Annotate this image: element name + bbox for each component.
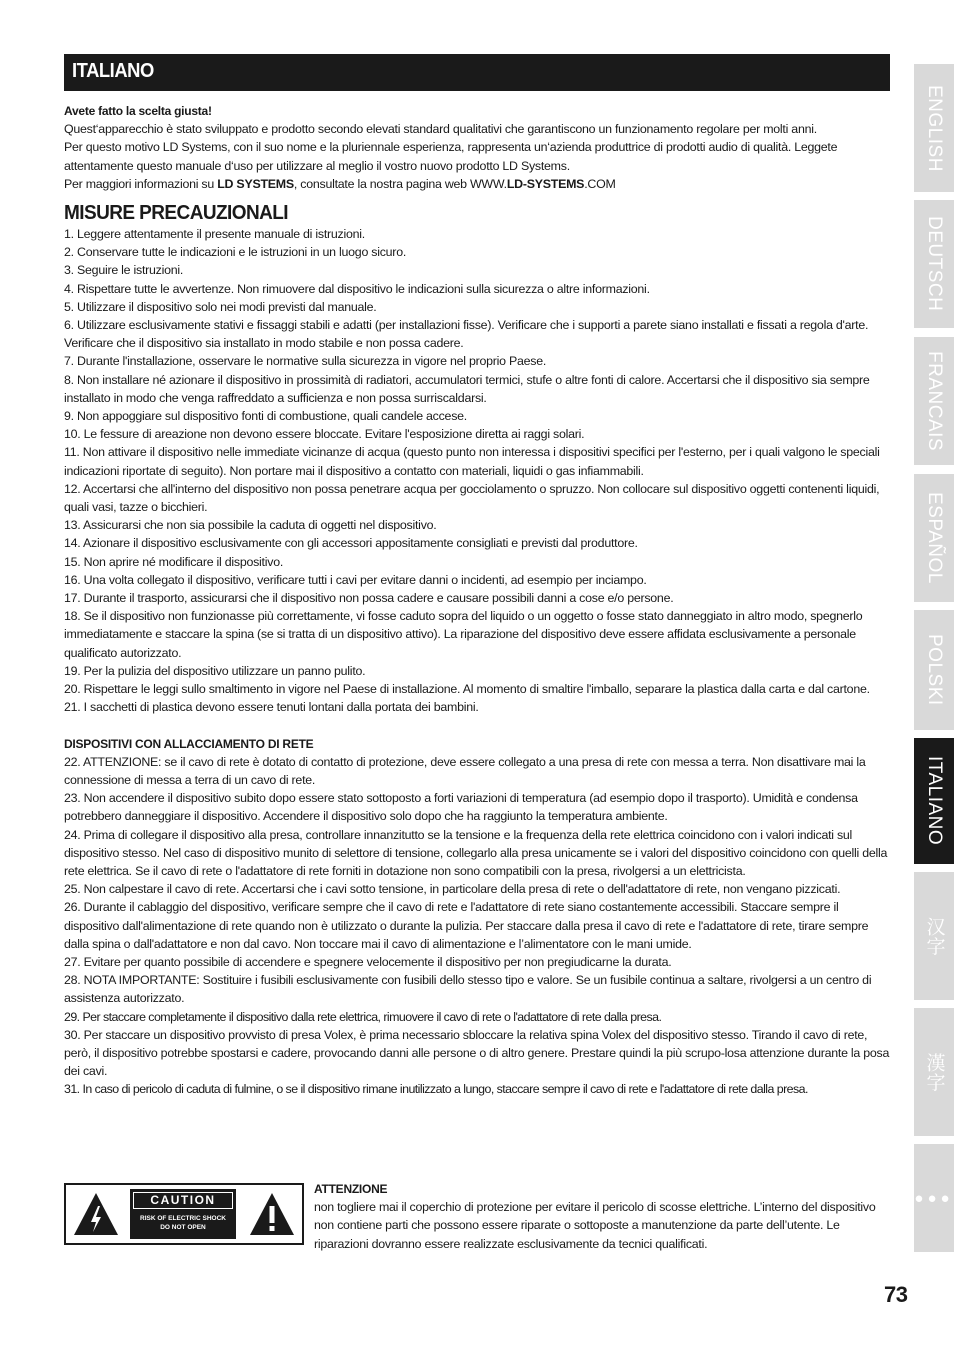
precaution-item: 21. I sacchetti di plastica devono essere tenuti lontani dalla portata dei bambini.	[64, 700, 479, 715]
precaution-item: 5. Utilizzare il dispositivo solo nei modi previsti dal manuale.	[64, 299, 377, 314]
mains-safety-item: 31. In caso di pericolo di caduta di fulmine, o se il dispositivo rimane inutilizzato a lungo, staccare sempre il cavo di rete e l'adattatore di rete dalla presa.	[64, 1082, 808, 1097]
intro-paragraph-2: Per questo motivo LD Systems, con il suo nome e la pluriennale esperienza, rappresenta un‘azienda produttrice di prodotti audio di qualità. Leggete attentamente questo manuale d‘uso per utilizzare al meglio il vostro nuovo prodotto LD Systems.	[64, 140, 838, 173]
precaution-item: 15. Non aprire né modificare il dispositivo.	[64, 554, 284, 569]
precaution-item: 18. Se il dispositivo non funzionasse più correttamente, vi fosse caduto sopra del liquido o un oggetto o fosse stato danneggiato in altro modo, spegnerlo immediatamente e staccare la spina (se si tratta di un dispositivo attivo). La riparazione del dispositivo deve essere affidata esclusivamente a personale qualificato autorizzato.	[64, 609, 863, 660]
precaution-item: 7. Durante l'installazione, osservare le normative sulla sicurezza in vigore nel proprio Paese.	[64, 354, 547, 369]
page-number: 73	[884, 1282, 908, 1307]
language-tab-2[interactable]	[914, 200, 954, 328]
mains-safety-item: 30. Per staccare un dispositivo provvisto di presa Volex, è prima necessario sbloccare la relativa spina Volex del dispositivo stesso. Tirando il cavo di rete, però, il dispositivo potrebbe spostarsi e cadere, provocando danni alle persone o di altro genere. Prestare quindi la più scrupo-losa attenzione durante la posa dei cavi.	[64, 1027, 890, 1079]
precaution-item: 16. Una volta collegato il dispositivo, verificare tutti i cavi per evitare danni o incidenti, ad esempio per inciampo.	[64, 572, 647, 587]
intro-text: , consultate la nostra pagina web WWW.	[293, 176, 507, 191]
intro-paragraph-3	[64, 175, 890, 193]
language-tab-5[interactable]	[914, 610, 954, 730]
language-tab-label: DEUTSCH	[924, 216, 945, 312]
precaution-item: 8. Non installare né azionare il dispositivo in prossimità di radiatori, accumulatori termici, stufe o altre fonti di calore. Accertarsi che il dispositivo sia sempre installato in modo che venga raffreddato a sufficienza e non possa surriscaldarsi.	[64, 372, 870, 405]
intro-text: Per maggiori informazioni su	[64, 176, 218, 191]
language-tab-7[interactable]	[914, 872, 954, 1000]
precaution-item: 20. Rispettare le leggi sullo smaltimento in vigore nel Paese di installazione. Al momento di smaltire l'imballo, separare la plastica dalla carta e dal cartone.	[64, 682, 870, 697]
precaution-item: 11. Non attivare il dispositivo nelle immediate vicinanze di acqua (questo punto non interessa i dispositivi specifici per l'esterno, per i quali valgono le speciali indicazioni riportate di seguito). Non portare mai il dispositivo a contatto con materiali, liquidi o gas infiammabili.	[64, 445, 880, 478]
mains-safety-item: 26. Durante il cablaggio del dispositivo, verificare sempre che il cavo di rete e l'adattatore di rete siano costantemente accessibili. Staccare sempre il dispositivo dall'alimentazione di rete quando non è utilizzato o durante la pulizia. Per staccare dalla presa il cavo di rete e l'adattatore di rete, tirare sempre dalla spina o dall'adattatore e non dal cavo. Non toccare mai il cavo di alimentazione e l’alimentatore con le mani umide.	[64, 900, 869, 951]
section-header-bar	[64, 54, 890, 91]
precaution-item: 4. Rispettare tutte le avvertenze. Non rimuovere dal dispositivo le indicazioni sulla sicurezza o altre informazioni.	[64, 281, 650, 296]
lightning-warning-icon	[72, 1190, 120, 1238]
language-tab-label: FRANCAIS	[924, 350, 945, 452]
language-tab-label: ESPAÑOL	[924, 492, 945, 584]
caution-text-panel	[130, 1189, 236, 1239]
caution-line-1: RISK OF ELECTRIC SHOCK	[140, 1215, 226, 1222]
precaution-item: 12. Accertarsi che all'interno del dispositivo non possa penetrare acqua per gocciolamento o spruzzo. Non collocare sul dispositivo oggetti contenenti liquidi, quali vasi, tazze o bicchieri.	[64, 481, 880, 515]
mains-safety-item: 22. ATTENZIONE: se il cavo di rete è dotato di contatto di protezione, deve essere collegato a una presa di rete con messa a terra. Non disattivare mai la connessione di messa a terra di un cavo di rete.	[64, 754, 866, 787]
brand-name: LD SYSTEMS	[217, 176, 294, 191]
language-tab-label: 汉字	[923, 916, 945, 956]
precaution-item: 3. Seguire le istruzioni.	[64, 263, 184, 278]
language-tab-4[interactable]	[914, 474, 954, 602]
attention-text: non togliere mai il coperchio di protezione per evitare il pericolo di scosse elettriche. L’interno del dispositivo non contiene parti che possono essere riparate o sottoposte a manutenzione da parte dell’utente. Le riparazioni dovranno essere realizzate esclusivamente da tecnici qualificati.	[314, 1200, 876, 1251]
mains-safety-item: 29. Per staccare completamente il dispositivo dalla rete elettrica, rimuovere il cavo di rete o l'adattatore di rete dalla presa.	[64, 1009, 662, 1024]
intro-heading: Avete fatto la scelta giusta!	[64, 104, 212, 118]
language-tab-label: ●●●	[914, 1189, 954, 1207]
caution-label	[64, 1183, 304, 1245]
language-tab-label: 漢字	[923, 1052, 945, 1092]
precaution-item: 6. Utilizzare esclusivamente stativi e fissaggi stabili e adatti (per installazioni fisse). Verificare che i supporti a parete siano installati e fissati a regola d'arte. Verificare che il dispositivo sia installato in modo stabile e non possa cadere.	[64, 318, 869, 351]
precaution-item: 17. Durante il trasporto, assicurarsi che il dispositivo non possa cadere e causare possibili danni a cose e/o persone.	[64, 591, 674, 606]
language-tab-1[interactable]	[914, 64, 954, 192]
more-languages-tab[interactable]	[914, 1144, 954, 1252]
language-tab-label: POLSKI	[924, 634, 945, 706]
main-content	[64, 102, 890, 1099]
precaution-item: 13. Assicurarsi che non sia possibile la caduta di oggetti nel dispositivo.	[64, 518, 437, 533]
precaution-item: 2. Conservare tutte le indicazioni e le istruzioni in un luogo sicuro.	[64, 245, 407, 260]
precaution-item: 14. Azionare il dispositivo esclusivamente con gli accessori appositamente consigliati e previsti dal produttore.	[64, 536, 638, 551]
mains-safety-item: 28. NOTA IMPORTANTE: Sostituire i fusibili esclusivamente con fusibili dello stesso tipo e valore. Se un fusibile continua a saltare, rivolgersi a un centro di assistenza autorizzato.	[64, 973, 872, 1006]
mains-safety-item: 23. Non accendere il dispositivo subito dopo essere stato sottoposto a forti variazioni di temperatura (ad esempio dopo il trasporto). Umidità e condensa potrebbero danneggiare il dispositivo. Accendere il dispositivo solo dopo che ha raggiunto la temperatura ambiente.	[64, 791, 858, 824]
language-tab-8[interactable]	[914, 1008, 954, 1136]
website-link[interactable]: LD-SYSTEMS	[506, 176, 585, 191]
attention-notice	[314, 1180, 890, 1253]
precaution-item: 9. Non appoggiare sul dispositivo fonti di combustione, quali candele accese.	[64, 409, 467, 424]
section-title: ITALIANO	[72, 60, 154, 82]
mains-heading: DISPOSITIVI CON ALLACCIAMENTO DI RETE	[64, 736, 314, 751]
precaution-item: 19. Per la pulizia del dispositivo utilizzare un panno pulito.	[64, 663, 366, 678]
precautions-heading: MISURE PRECAUZIONALI	[64, 202, 289, 225]
precaution-item: 1. Leggere attentamente il presente manuale di istruzioni.	[64, 227, 365, 242]
caution-line-2: DO NOT OPEN	[160, 1224, 206, 1231]
language-tab-label: ENGLISH	[924, 84, 945, 172]
mains-safety-item: 24. Prima di collegare il dispositivo alla presa, controllare innanzitutto se la tensione e la frequenza della rete elettrica coincidono con i valori indicati sul dispositivo stesso. Nel caso di dispositivo munito di selettore di tensione, collegarlo alla presa unicamente se i valori del dispositivo coincidono con quelli della rete elettrica. Se il cavo di rete o l'adattatore di rete forniti in dotazione non sono compatibili con la presa, rivolgersi a un elettricista.	[64, 827, 888, 878]
mains-safety-item: 27. Evitare per quanto possibile di accendere e spegnere velocemente il dispositivo per non pregiudicarne la durata.	[64, 954, 672, 969]
language-tab-3[interactable]	[914, 337, 954, 465]
attention-title: ATTENZIONE	[314, 1182, 388, 1196]
precaution-item: 10. Le fessure di areazione non devono essere bloccate. Evitare l'esposizione diretta ai raggi solari.	[64, 427, 585, 442]
caution-word: CAUTION	[133, 1192, 233, 1209]
mains-list	[64, 753, 890, 1099]
precautions-list	[64, 225, 890, 716]
mains-safety-item: 25. Non calpestare il cavo di rete. Accertarsi che i cavi sotto tensione, in particolare della presa di rete o dell'adattatore di rete, non vengano pizzicati.	[64, 882, 841, 897]
website-suffix: .COM	[584, 176, 616, 191]
intro-paragraph-1: Quest‘apparecchio è stato sviluppato e prodotto secondo elevati standard qualitativi che garantiscono un funzionamento regolare per molti anni.	[64, 122, 817, 137]
language-tab-label: ITALIANO	[924, 756, 945, 846]
language-tab-6[interactable]	[914, 738, 954, 864]
exclamation-warning-icon	[248, 1190, 296, 1238]
